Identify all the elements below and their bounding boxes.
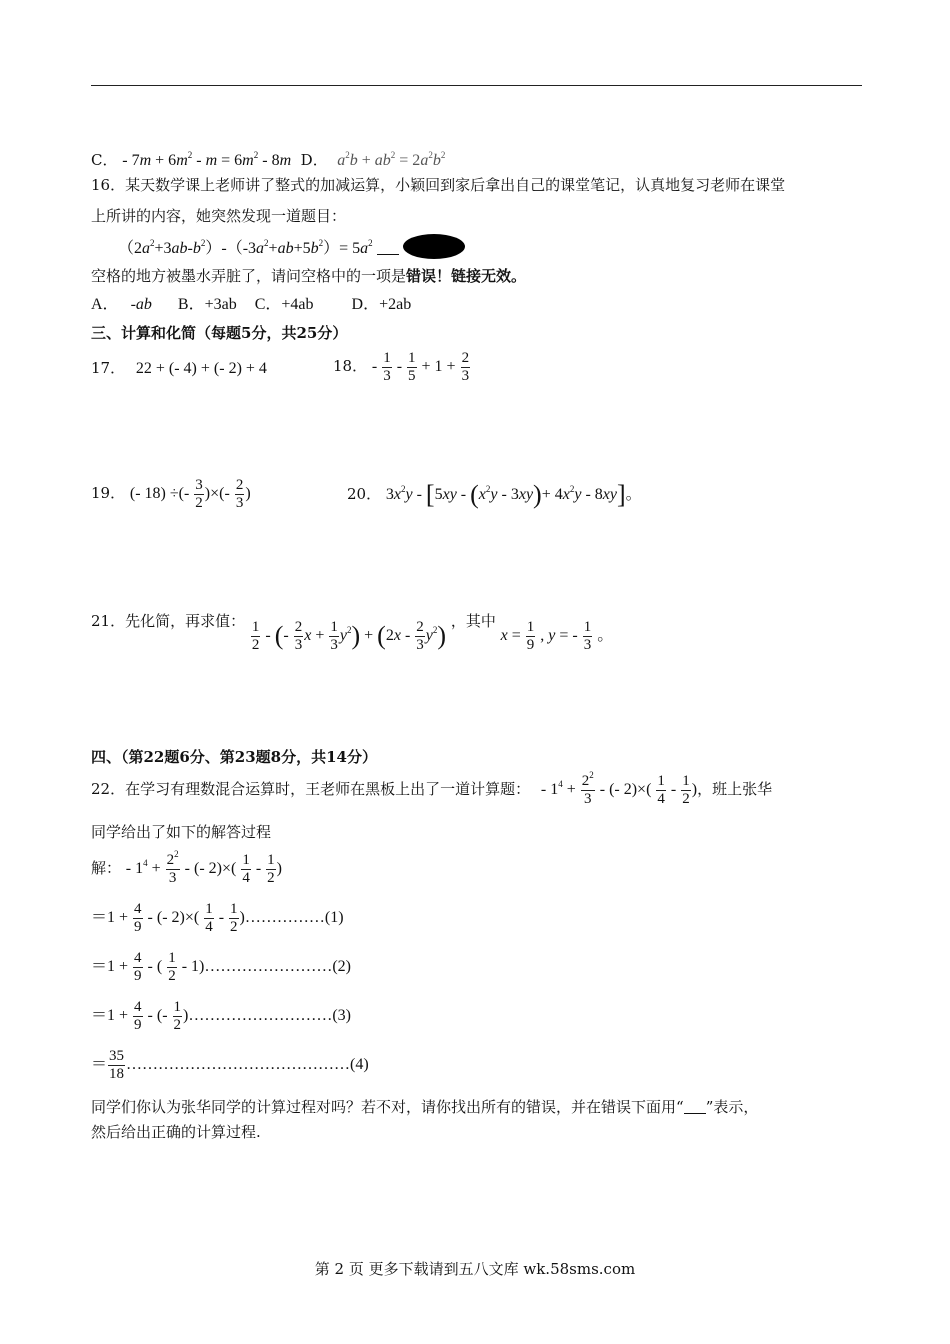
header-rule [91,85,862,86]
q15-option-c-expr: - $7m + 6m^2 - m = 6m^2 - 8m$ [122,150,292,169]
q22-question-line2: 然后给出正确的计算过程. [91,1123,261,1141]
q16-expression: $(2a^2+3ab-b^2)-(-3a^2+ab+5b^2)= 5a^2$ [118,234,465,259]
q21-condition: x = $\frac{1}{9}$ , y = - $\frac{1}{3}$ 。 [500,618,614,653]
q18: 18． - $\frac{1}{3}$ - $\frac{1}{5}$ + 1 + $\frac{2}{3}$ [333,350,470,384]
q22-step-4: ＝ $\frac{35}{18}$ ……………………………………(4) [91,1048,369,1082]
q18-expr: - $\frac{1}{3}$ - $\frac{1}{5}$ + 1 + $\frac{2}{3}$ [371,350,470,384]
q15-options: C． - $7m + 6m^2 - m = 6m^2 - 8m$ D． $a^2b + ab^2 = 2a^2b^2$ [91,150,446,169]
q21-expr: $\frac{1}{2}$ - (- $\frac{2}{3}$ x + $\frac{1}{3}$ $y^2) + (2x$ - $\frac{2}{3}$ $y^2$) [251,618,447,653]
q16-line2: 上所讲的内容，她突然发现一道题目： [91,207,347,225]
q22-question-line1: 同学们你认为张华同学的计算过程对吗？若不对，请你找出所有的错误，并在错误下面用“ ”表示， [91,1098,759,1116]
q16-options: A． -ab B．+3ab C．+4ab D．+2ab [91,296,412,313]
q22-step-3: ＝1 + $\frac{4}{9}$ - (- $\frac{1}{2}$ )………………………(3) [91,999,351,1033]
section-3-title: 三、计算和化简（每题5分，共25分） [91,324,348,342]
q22-step-2: ＝1 + $\frac{4}{9}$ - ( $\frac{1}{2}$ - 1)……………………(2) [91,950,351,984]
q22-solution-problem: - $1^4$ + $\frac{2^2}{3}$ - (- 2)×( $\frac{1}{4}$ - $\frac{1}{2}$ ) [125,849,282,886]
q17: 17． 22 + (- 4) + (- 2) + 4 [91,359,267,377]
q22-intro: 22．在学习有理数混合运算时，王老师在黑板上出了一道计算题： - $1^4$ + $\frac{2^2}{3}$ - (- 2)×( $\frac{1}{4}$ - $\frac{1}{2}$ )，班上张华 [91,770,773,807]
q19-expr: (- 18) ÷(- $\frac{3}{2}$ )×(- $\frac{2}{3}$ ) [129,477,251,511]
q16-line1: 16．某天数学课上老师讲了整式的加减运算，小颖回到家后拿出自己的课堂笔记，认真地复习老师在课堂 [91,176,786,194]
ink-blot [403,234,465,259]
q20-expr: $3x^2y - [5xy - (x^2y - 3xy)+ 4x^2y - 8xy]$。 [385,480,642,509]
q22-problem: - $1^4$ + $\frac{2^2}{3}$ - (- 2)×( $\frac{1}{4}$ - $\frac{1}{2}$ ) [540,770,698,807]
q20: 20． $3x^2y - [5xy - (x^2y - 3xy)+ 4x^2y - 8xy]$。 [347,480,642,509]
q16-line4: 空格的地方被墨水弄脏了，请问空格中的一项是错误！链接无效。 [91,267,527,285]
q21: 21．先化简，再求值： $\frac{1}{2}$ - (- $\frac{2}{3}$ x + $\frac{1}{3}$ $y^2) + (2x$ - $\frac{2}{3}$ $y^2$) ，其中 x = $\frac{1}{9}$ , y = - $\frac{1}{3}$ 。 [91,612,614,653]
q22-line2: 同学给出了如下的解答过程 [91,823,272,841]
error-link-text[interactable]: 错误！链接无效。 [406,267,527,285]
section-4-title: 四、（第22题6分、第23题8分，共14分） [91,748,377,766]
underline-mark [684,1113,706,1114]
q22-solution-start: 解： - $1^4$ + $\frac{2^2}{3}$ - (- 2)×( $\frac{1}{4}$ - $\frac{1}{2}$ ) [91,849,282,886]
q17-expr: 22 + (- 4) + (- 2) + 4 [135,360,267,377]
q22-step-1: ＝1 + $\frac{4}{9}$ - (- 2)×( $\frac{1}{4}$ - $\frac{1}{2}$ )……………(1) [91,901,344,935]
q19: 19． (- 18) ÷(- $\frac{3}{2}$ )×(- $\frac{2}{3}$ ) [91,477,251,511]
page-footer: 第 2 页 更多下载请到五八文库 wk.58sms.com [314,1260,636,1278]
q15-option-d-expr: $a^2b + ab^2 = 2a^2b^2$ [337,150,446,169]
